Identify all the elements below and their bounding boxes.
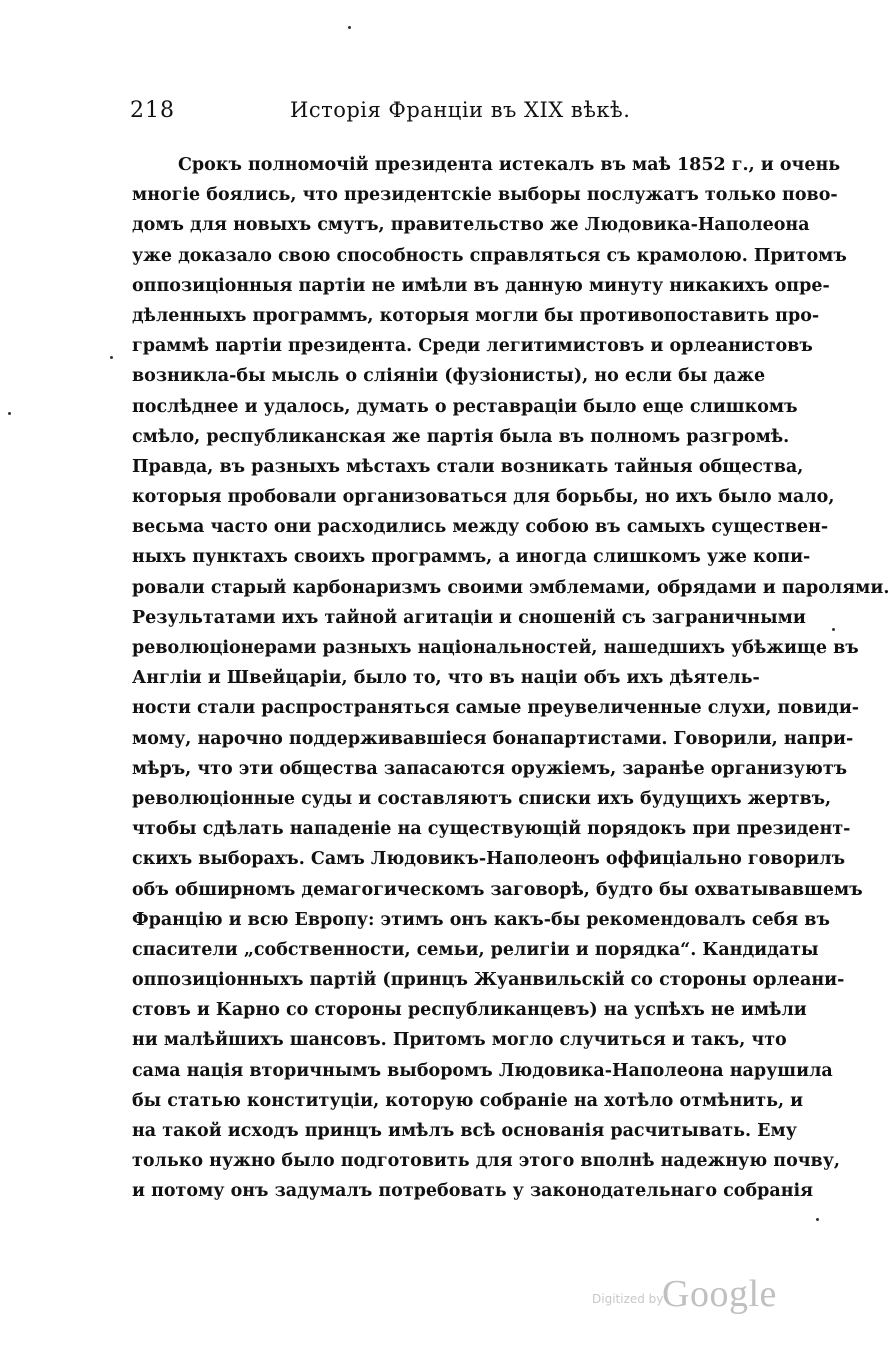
text-line: революціонные суды и составляютъ списки ихъ будущихъ жертвъ, xyxy=(132,788,832,809)
text-line: сама нація вторичнымъ выборомъ Людовика-Наполеона нарушила xyxy=(132,1060,833,1081)
text-line: дѣленныхъ программъ, которыя могли бы противопоставить про- xyxy=(132,305,820,326)
text-line: которыя пробовали организоваться для борьбы, но ихъ было мало, xyxy=(132,487,835,508)
text-line: оппозиціонныхъ партій (принцъ Жуанвильскій со стороны орлеани- xyxy=(132,970,845,991)
text-line: чтобы сдѣлать нападеніе на существующій порядокъ при президент- xyxy=(132,819,851,840)
text-line: объ обширномъ демагогическомъ заговорѣ, будто бы охватывавшемъ xyxy=(132,879,863,900)
scan-speck xyxy=(110,356,113,359)
scan-speck xyxy=(8,412,11,415)
text-line: Францію и всю Европу: этимъ онъ какъ-бы рекомендовалъ себя въ xyxy=(132,909,830,930)
text-line: на такой исходъ принцъ имѣлъ всѣ основанія расчитывать. Ему xyxy=(132,1121,797,1141)
text-line: послѣднее и удалось, думать о реставраціи было еще слишкомъ xyxy=(132,396,798,417)
google-logo: Google xyxy=(662,1273,777,1315)
watermark-prefix: Digitized by xyxy=(592,1292,664,1306)
text-line: Англіи и Швейцаріи, было то, что въ націи объ ихъ дѣятель- xyxy=(132,668,760,689)
text-line: спасители „собственности, семьи, религіи и порядка“. Кандидаты xyxy=(132,939,819,960)
text-line: Результатами ихъ тайной агитаціи и сношеній съ заграничными xyxy=(132,607,806,628)
text-line: Правда, въ разныхъ мѣстахъ стали возникать тайныя общества, xyxy=(132,456,804,477)
text-line: стовъ и Карно со стороны республиканцевъ) на успѣхъ не имѣли xyxy=(132,1000,807,1021)
text-line: мому, нарочно поддерживавшіеся бонапартистами. Говорили, напри- xyxy=(132,728,854,749)
running-title: Исторія Франціи въ XIX вѣкѣ. xyxy=(290,98,631,122)
text-line: мѣръ, что эти общества запасаются оружіемъ, заранѣе организуютъ xyxy=(132,758,848,779)
text-line: и потому онъ задумалъ потребовать у законодательнаго собранія xyxy=(132,1181,814,1202)
text-line: бы статью конституціи, которую собраніе на хотѣло отмѣнить, и xyxy=(132,1090,804,1111)
text-line: многіе боялись, что президентскіе выборы послужатъ только пово- xyxy=(132,185,838,206)
text-line: ровали старый карбонаризмъ своими эмблемами, обрядами и паролями. xyxy=(132,577,889,598)
text-line: уже доказало свою способность справляться съ крамолою. Притомъ xyxy=(132,245,847,266)
text-line: революціонерами разныхъ національностей, нашедшихъ убѣжище въ xyxy=(132,638,859,658)
text-line: весьма часто они расходились между собою въ самыхъ существен- xyxy=(132,517,829,538)
text-line: ни малѣйшихъ шансовъ. Притомъ могло случиться и такъ, что xyxy=(132,1030,787,1051)
text-line: домъ для новыхъ смутъ, правительство же Людовика-Наполеона xyxy=(132,215,810,236)
text-line: граммѣ партіи президента. Среди легитимистовъ и орлеанистовъ xyxy=(132,336,813,357)
scan-speck xyxy=(348,26,351,29)
text-line: оппозиціонныя партіи не имѣли въ данную минуту никакихъ опре- xyxy=(132,275,830,296)
body-text xyxy=(132,150,889,1207)
text-line: скихъ выборахъ. Самъ Людовикъ-Наполеонъ оффиціально говорилъ xyxy=(132,849,846,870)
text-line: Срокъ полномочій президента истекалъ въ маѣ 1852 г., и очень xyxy=(178,155,841,175)
scan-speck xyxy=(832,628,835,631)
scan-speck xyxy=(816,1218,819,1221)
page-number: 218 xyxy=(130,98,175,123)
page-header xyxy=(130,98,750,132)
digitized-watermark xyxy=(592,1272,782,1316)
text-line: ныхъ пунктахъ своихъ программъ, а иногда слишкомъ уже копи- xyxy=(132,547,811,568)
text-line: ности стали распространяться самые преувеличенные слухи, повиди- xyxy=(132,698,860,719)
text-line: возникла-бы мысль о сліяніи (фузіонисты), но если бы даже xyxy=(132,366,766,387)
text-line: смѣло, республиканская же партія была въ полномъ разгромѣ. xyxy=(132,426,790,447)
text-line: только нужно было подготовить для этого вполнѣ надежную почву, xyxy=(132,1151,840,1172)
